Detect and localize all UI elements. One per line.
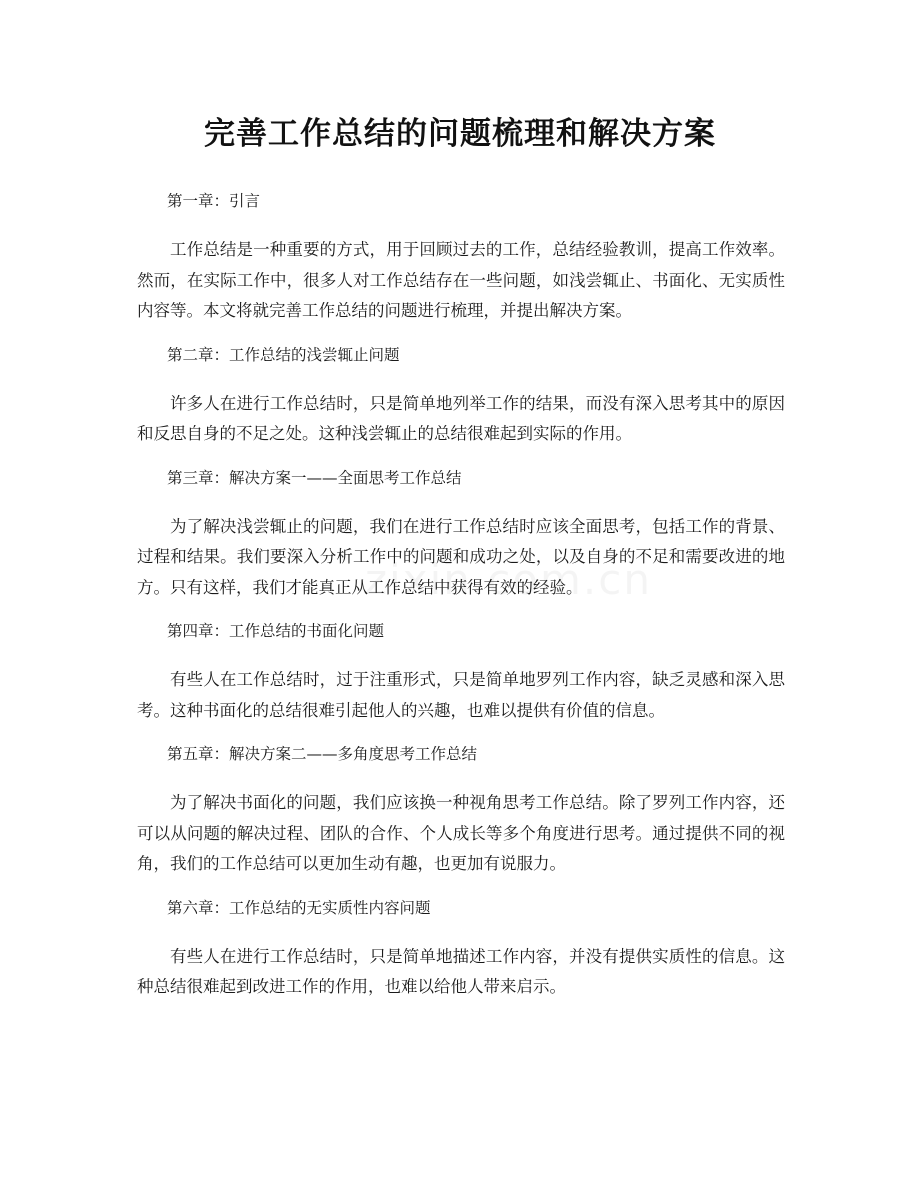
chapter-paragraph-5: 为了解决书面化的问题，我们应该换一种视角思考工作总结。除了罗列工作内容，还可以从问题的解决过程、团队的合作、个人成长等多个角度进行思考。通过提供不同的视角，我们的工作总结可以更加生动有趣，也更加有说服力。 [137,793,785,873]
chapter-heading-5: 第五章：解决方案二——多角度思考工作总结 [167,745,478,763]
chapter-paragraph-4: 有些人在工作总结时，过于注重形式，只是简单地罗列工作内容，缺乏灵感和深入思考。这种书面化的总结很难引起他人的兴趣，也难以提供有价值的信息。 [137,670,785,720]
chapter-heading-1: 第一章：引言 [167,192,261,210]
document-title: 完善工作总结的问题梳理和解决方案 [204,116,716,152]
chapter-paragraph-6: 有些人在进行工作总结时，只是简单地描述工作内容，并没有提供实质性的信息。这种总结很难起到改进工作的作用，也难以给他人带来启示。 [137,946,785,996]
chapter-paragraph-2: 许多人在进行工作总结时，只是简单地列举工作的结果，而没有深入思考其中的原因和反思自身的不足之处。这种浅尝辄止的总结很难起到实际的作用。 [137,393,785,443]
chapter-heading-2: 第二章：工作总结的浅尝辄止问题 [167,345,400,364]
document-body [137,190,785,1003]
chapter-paragraph-1: 工作总结是一种重要的方式，用于回顾过去的工作，总结经验教训，提高工作效率。然而，在实际工作中，很多人对工作总结存在一些问题，如浅尝辄止、书面化、无实质性内容等。本文将就完善工作总结的问题进行梳理，并提出解决方案。 [137,240,785,320]
chapter-heading-3: 第三章：解决方案一——全面思考工作总结 [167,468,462,487]
chapter-paragraph-3: 为了解决浅尝辄止的问题，我们在进行工作总结时应该全面思考，包括工作的背景、过程和结果。我们要深入分析工作中的问题和成功之处，以及自身的不足和需要改进的地方。只有这样，我们才能真正从工作总结中获得有效的经验。 [137,516,785,597]
chapter-heading-6: 第六章：工作总结的无实质性内容问题 [167,898,431,917]
chapter-heading-4: 第四章：工作总结的书面化问题 [167,622,385,640]
